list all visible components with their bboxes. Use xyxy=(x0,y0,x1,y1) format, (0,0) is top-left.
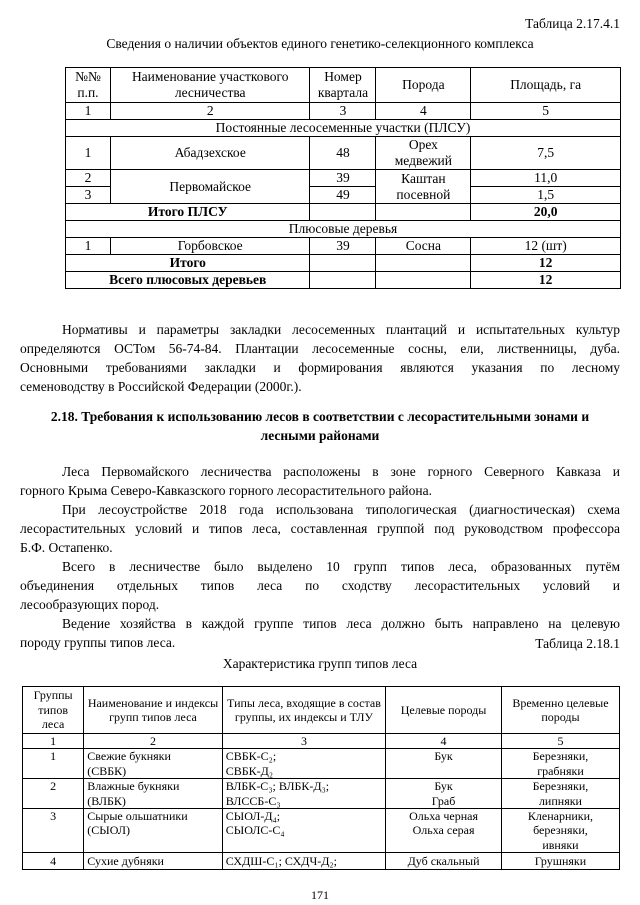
text-line: Всего в лесничестве было выделено 10 групп типов леса, образованных путём xyxy=(62,559,620,574)
cell-line: Влажные букняки xyxy=(87,779,180,794)
cell: Сосна xyxy=(376,238,471,255)
cell-line: липняки xyxy=(538,793,582,808)
cell-line: Березняки, xyxy=(532,749,589,764)
header-cell: Наименование участкового лесничества xyxy=(110,68,310,103)
cell: 2 xyxy=(66,170,111,187)
text-line: объединения отдельных типов леса по сходству лесорастительных условий и xyxy=(20,578,620,593)
header-num: 5 xyxy=(501,734,619,749)
heading-line: лесными районами xyxy=(260,428,380,443)
cell: 7,5 xyxy=(471,137,621,170)
text-line: Основными требованиями закладки и формирования являются указания по лесному xyxy=(20,360,620,375)
table-number: Таблица 2.17.4.1 xyxy=(525,16,620,31)
cell xyxy=(386,808,502,852)
header-num: 4 xyxy=(386,734,502,749)
table-row xyxy=(66,238,621,255)
cell-line: Свежие букняки xyxy=(87,749,171,764)
text-line: Леса Первомайского лесничества расположены в зоне горного Северного Кавказа и xyxy=(62,464,620,479)
text-line: Б.Ф. Остапенко. xyxy=(20,540,113,555)
cell: 1,5 xyxy=(471,187,621,204)
header-num: 5 xyxy=(471,103,621,120)
total-label: Итого xyxy=(66,255,310,272)
text-line: породу группы типов леса. xyxy=(20,635,176,650)
cell-line: Ольха черная xyxy=(409,808,478,823)
table-number: Таблица 2.18.1 xyxy=(535,636,620,651)
table-row xyxy=(23,853,620,870)
section-title: Постоянные лесосеменные участки (ПЛСУ) xyxy=(66,120,621,137)
text-line: При лесоустройстве 2018 года использована типологическая (диагностическая) схема xyxy=(62,502,620,517)
grand-total-label: Всего плюсовых деревьев xyxy=(66,272,310,289)
cell: Каштан посевной xyxy=(376,170,471,204)
header-num: 3 xyxy=(310,103,376,120)
cell-line: Березняки, xyxy=(532,779,589,794)
grand-total-row xyxy=(66,272,621,289)
paragraph xyxy=(20,320,620,396)
cell: Орех медвежий xyxy=(376,137,471,170)
cell-line: СВБК-Д₂ xyxy=(225,763,274,778)
cell xyxy=(310,272,376,289)
header-num: 2 xyxy=(84,734,222,749)
table-row xyxy=(23,749,620,779)
table-header-row xyxy=(23,687,620,734)
text-line: определяются ОСТом 56-74-84. Плантации лесосеменные сосны, ели, лиственницы, дуба. xyxy=(20,341,620,356)
cell: Первомайское xyxy=(110,170,310,204)
cell: 1 xyxy=(66,238,111,255)
cell: 12 (шт) xyxy=(471,238,621,255)
cell-line: ВЛССБ-С₃ xyxy=(225,793,281,808)
section-title: Плюсовые деревья xyxy=(66,221,621,238)
cell xyxy=(376,272,471,289)
cell: 39 xyxy=(310,238,376,255)
cell xyxy=(310,204,376,221)
cell: 39 xyxy=(310,170,376,187)
cell-line: Бук xyxy=(434,779,453,794)
header-cell: Целевые породы xyxy=(386,687,502,734)
total-value: 12 xyxy=(471,255,621,272)
table-row xyxy=(23,734,620,749)
table-row xyxy=(66,137,621,170)
cell xyxy=(386,779,502,809)
total-row xyxy=(66,255,621,272)
cell-line: Граб xyxy=(431,793,456,808)
text-line: Нормативы и параметры закладки лесосеменных плантаций и испытательных культур xyxy=(62,322,620,337)
header-cell: Временно целевые породы xyxy=(501,687,619,734)
cell xyxy=(84,808,222,852)
total-row xyxy=(66,204,621,221)
cell: Бук xyxy=(386,749,502,779)
cell xyxy=(376,255,471,272)
text-line: горного Крыма Северо-Кавказского горного лесорастительного района. xyxy=(20,483,432,498)
cell xyxy=(501,779,619,809)
cell xyxy=(222,749,385,779)
cell xyxy=(501,749,619,779)
section-heading xyxy=(20,407,620,445)
cell-line: Ольха серая xyxy=(412,823,475,838)
header-cell: Группы типов леса xyxy=(23,687,84,734)
cell: 49 xyxy=(310,187,376,204)
cell-line: СВБК-С₂; xyxy=(225,749,277,764)
cell-line: березняки, xyxy=(533,823,588,838)
cell-line: (СВБК) xyxy=(87,763,127,778)
table-row xyxy=(23,779,620,809)
header-cell: Порода xyxy=(376,68,471,103)
section-row xyxy=(66,120,621,137)
header-num: 4 xyxy=(376,103,471,120)
table-caption: Характеристика групп типов леса xyxy=(222,656,418,671)
table-caption: Сведения о наличии объектов единого генетико-селекционного комплекса xyxy=(106,36,534,51)
cell xyxy=(84,749,222,779)
text-line: семеноводству в Российской Федерации (2000г.). xyxy=(20,379,302,394)
header-num: 3 xyxy=(222,734,385,749)
total-label: Итого ПЛСУ xyxy=(66,204,310,221)
header-cell: №№ п.п. xyxy=(66,68,111,103)
cell: 3 xyxy=(23,808,84,852)
cell: Сухие дубняки xyxy=(84,853,222,870)
cell: 3 xyxy=(66,187,111,204)
section-row xyxy=(66,221,621,238)
cell: СХДШ-С₁; СХДЧ-Д₂; xyxy=(222,853,385,870)
cell: 4 xyxy=(23,853,84,870)
paragraph xyxy=(20,614,620,652)
cell xyxy=(501,808,619,852)
paragraph xyxy=(20,557,620,614)
header-cell: Типы леса, входящие в состав группы, их индексы и ТЛУ xyxy=(222,687,385,734)
header-cell: Площадь, га xyxy=(471,68,621,103)
text-line: лесообразующих пород. xyxy=(20,597,160,612)
cell: 2 xyxy=(23,779,84,809)
heading-line: 2.18. Требования к использованию лесов в соответствии с лесорастительными зонами и xyxy=(50,409,590,424)
header-cell: Наименование и индексы групп типов леса xyxy=(84,687,222,734)
cell xyxy=(84,779,222,809)
cell-line: ивняки xyxy=(542,837,579,852)
cell-line: грабняки xyxy=(537,763,584,778)
total-value: 20,0 xyxy=(471,204,621,221)
cell xyxy=(222,779,385,809)
text-line: лесорастительных условий и типов леса, составленная группой под руководством профессора xyxy=(20,521,620,536)
genetic-selection-table xyxy=(65,67,621,289)
table-row xyxy=(23,808,620,852)
cell: Горбовское xyxy=(110,238,310,255)
table-header-row xyxy=(66,68,621,103)
cell xyxy=(376,204,471,221)
forest-groups-table xyxy=(22,686,620,870)
cell-line: Сырые ольшатники xyxy=(87,808,188,823)
cell: 48 xyxy=(310,137,376,170)
grand-total-value: 12 xyxy=(471,272,621,289)
cell: 11,0 xyxy=(471,170,621,187)
cell: Грушняки xyxy=(501,853,619,870)
cell: Дуб скальный xyxy=(386,853,502,870)
cell xyxy=(310,255,376,272)
cell-line: ВЛБК-С₃; ВЛБК-Д₃; xyxy=(225,779,330,794)
cell: 1 xyxy=(23,749,84,779)
header-num: 2 xyxy=(110,103,310,120)
table-row xyxy=(66,170,621,187)
cell: 1 xyxy=(66,137,111,170)
page-number: 171 xyxy=(311,888,329,902)
header-num: 1 xyxy=(23,734,84,749)
paragraph xyxy=(20,500,620,557)
paragraph xyxy=(20,462,620,500)
cell-line: СЫОЛ-Д₄; xyxy=(225,808,281,823)
cell-line: СЫОЛС-С₄ xyxy=(225,823,285,838)
text-line: Ведение хозяйства в каждой группе типов леса должно быть направлено на целевую xyxy=(62,616,620,631)
header-cell: Номер квартала xyxy=(310,68,376,103)
cell: Абадзехское xyxy=(110,137,310,170)
cell-line: Кленарники, xyxy=(527,808,594,823)
table-row xyxy=(66,103,621,120)
cell-line: (СЫОЛ) xyxy=(87,823,130,838)
cell xyxy=(222,808,385,852)
header-num: 1 xyxy=(66,103,111,120)
cell-line: (ВЛБК) xyxy=(87,793,126,808)
